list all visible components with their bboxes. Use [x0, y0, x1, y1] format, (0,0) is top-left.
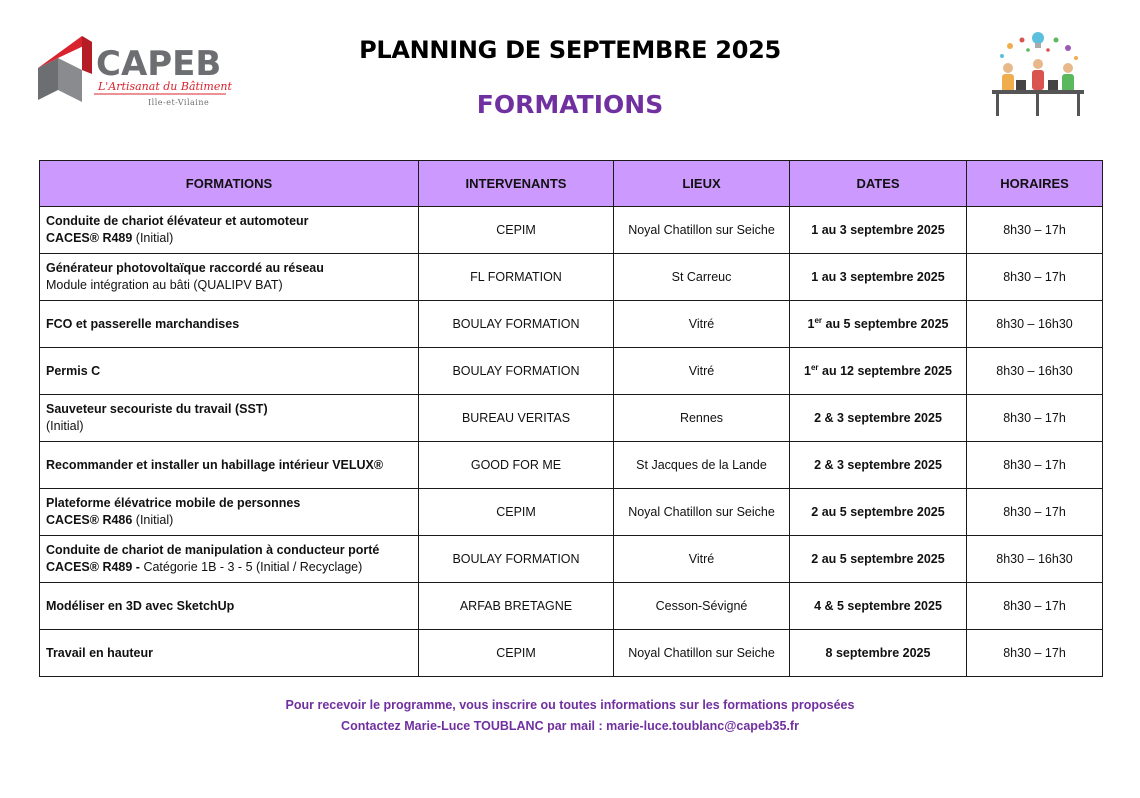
formation-title: Recommander et installer un habillage intérieur VELUX®	[46, 457, 384, 472]
dates-cell	[790, 207, 967, 254]
table-row	[40, 395, 1103, 442]
dates-text: 8 septembre 2025	[825, 646, 931, 660]
dates-text: au 12 septembre 2025	[818, 364, 952, 378]
formation-cell	[40, 395, 419, 442]
formation-detail-text: Catégorie 1B - 3 - 5 (Initial / Recyclage)	[139, 560, 363, 574]
formations-table	[39, 160, 1103, 677]
logo-region: Ille-et-Vilaine	[148, 98, 210, 107]
logo-name: CAPEB	[96, 44, 222, 84]
dates-cell	[790, 630, 967, 677]
formation-detail-text: (Initial)	[132, 231, 174, 245]
column-header-dates: DATES	[790, 161, 967, 207]
formation-title: Conduite de chariot de manipulation à conducteur porté	[46, 543, 380, 557]
lieu-cell: Vitré	[614, 348, 790, 395]
lieu-cell: St Carreuc	[614, 254, 790, 301]
intervenant-cell: CEPIM	[419, 207, 614, 254]
intervenant-cell: BUREAU VERITAS	[419, 395, 614, 442]
formation-detail	[46, 559, 412, 576]
intervenant-cell: ARFAB BRETAGNE	[419, 583, 614, 630]
table-row	[40, 254, 1103, 301]
horaires-cell: 8h30 – 17h	[967, 254, 1103, 301]
intervenant-cell: CEPIM	[419, 489, 614, 536]
table-row	[40, 630, 1103, 677]
horaires-cell: 8h30 – 17h	[967, 489, 1103, 536]
horaires-cell: 8h30 – 16h30	[967, 301, 1103, 348]
dates-text: 2 au 5 septembre 2025	[811, 552, 945, 566]
table-row	[40, 536, 1103, 583]
formation-detail-bold: CACES® R486	[46, 513, 133, 527]
formation-cell	[40, 301, 419, 348]
formation-detail-text: (Initial)	[132, 513, 174, 527]
dates-text: 4 & 5 septembre 2025	[814, 599, 942, 613]
formation-detail	[46, 277, 412, 294]
dates-cell	[790, 583, 967, 630]
column-header-intervenants: INTERVENANTS	[419, 161, 614, 207]
page-subtitle: FORMATIONS	[476, 90, 664, 119]
formation-detail-bold: CACES® R489 -	[46, 560, 140, 574]
intervenant-cell: BOULAY FORMATION	[419, 536, 614, 583]
table-header-row	[40, 161, 1103, 207]
people-at-desks-illustration	[988, 28, 1088, 120]
intervenant-cell: BOULAY FORMATION	[419, 348, 614, 395]
lieu-cell: Cesson-Sévigné	[614, 583, 790, 630]
formation-detail	[46, 230, 412, 247]
lieu-cell: Noyal Chatillon sur Seiche	[614, 207, 790, 254]
dates-cell	[790, 395, 967, 442]
formation-cell	[40, 536, 419, 583]
dates-text: 1 au 3 septembre 2025	[811, 270, 945, 284]
formation-title: Permis C	[46, 363, 101, 378]
horaires-cell: 8h30 – 17h	[967, 583, 1103, 630]
lieu-cell: Vitré	[614, 301, 790, 348]
formation-title: Travail en hauteur	[46, 645, 153, 660]
dates-text: 2 & 3 septembre 2025	[814, 458, 942, 472]
formation-detail-text: Module intégration au bâti (QUALIPV BAT)	[46, 278, 283, 292]
logo-tagline: L'Artisanat du Bâtiment	[98, 80, 232, 93]
formation-title: Plateforme élévatrice mobile de personnes	[46, 496, 301, 510]
footer-info: Pour recevoir le programme, vous inscrire ou toutes informations sur les formations proposées	[285, 698, 855, 712]
dates-cell	[790, 489, 967, 536]
formation-title: Conduite de chariot élévateur et automoteur	[46, 214, 309, 228]
horaires-cell: 8h30 – 17h	[967, 207, 1103, 254]
column-header-lieux: LIEUX	[614, 161, 790, 207]
lieu-cell: Vitré	[614, 536, 790, 583]
formation-title: Générateur photovoltaïque raccordé au réseau	[46, 261, 324, 275]
dates-cell	[790, 442, 967, 489]
formation-title: Modéliser en 3D avec SketchUp	[46, 598, 235, 613]
page-title: PLANNING DE SEPTEMBRE 2025	[359, 36, 781, 64]
formation-title: Sauveteur secouriste du travail (SST)	[46, 402, 268, 416]
dates-cell	[790, 536, 967, 583]
formation-cell	[40, 207, 419, 254]
dates-text: 2 & 3 septembre 2025	[814, 411, 942, 425]
intervenant-cell: CEPIM	[419, 630, 614, 677]
formation-cell	[40, 254, 419, 301]
horaires-cell: 8h30 – 17h	[967, 630, 1103, 677]
lieu-cell: St Jacques de la Lande	[614, 442, 790, 489]
dates-text: 1 au 3 septembre 2025	[811, 223, 945, 237]
horaires-cell: 8h30 – 16h30	[967, 536, 1103, 583]
formation-cell	[40, 489, 419, 536]
formation-cell	[40, 583, 419, 630]
intervenant-cell: GOOD FOR ME	[419, 442, 614, 489]
formation-detail-text: (Initial)	[46, 419, 84, 433]
dates-ordinal: er	[814, 315, 823, 325]
formation-cell	[40, 442, 419, 489]
table-row	[40, 301, 1103, 348]
table-row	[40, 207, 1103, 254]
footer-contact: Contactez Marie-Luce TOUBLANC par mail : marie-luce.toublanc@capeb35.fr	[341, 719, 799, 733]
formation-cell	[40, 348, 419, 395]
horaires-cell: 8h30 – 17h	[967, 442, 1103, 489]
formation-detail-bold: CACES® R489	[46, 231, 133, 245]
formation-cell	[40, 630, 419, 677]
formation-detail	[46, 512, 412, 529]
table-row	[40, 442, 1103, 489]
table-row	[40, 489, 1103, 536]
dates-start-day: 1	[807, 317, 815, 331]
lieu-cell: Noyal Chatillon sur Seiche	[614, 630, 790, 677]
table-row	[40, 583, 1103, 630]
dates-cell	[790, 254, 967, 301]
lieu-cell: Rennes	[614, 395, 790, 442]
formation-title: FCO et passerelle marchandises	[46, 316, 240, 331]
dates-text: au 5 septembre 2025	[822, 317, 949, 331]
dates-start-day: 1	[804, 364, 811, 378]
horaires-cell: 8h30 – 17h	[967, 395, 1103, 442]
dates-cell	[790, 301, 967, 348]
intervenant-cell: BOULAY FORMATION	[419, 301, 614, 348]
dates-text: 2 au 5 septembre 2025	[811, 505, 945, 519]
dates-cell	[790, 348, 967, 395]
lieu-cell: Noyal Chatillon sur Seiche	[614, 489, 790, 536]
intervenant-cell: FL FORMATION	[419, 254, 614, 301]
table-row	[40, 348, 1103, 395]
column-header-formations: FORMATIONS	[40, 161, 419, 207]
horaires-cell: 8h30 – 16h30	[967, 348, 1103, 395]
dates-ordinal: er	[810, 362, 819, 372]
formation-detail	[46, 418, 412, 435]
column-header-horaires: HORAIRES	[967, 161, 1103, 207]
